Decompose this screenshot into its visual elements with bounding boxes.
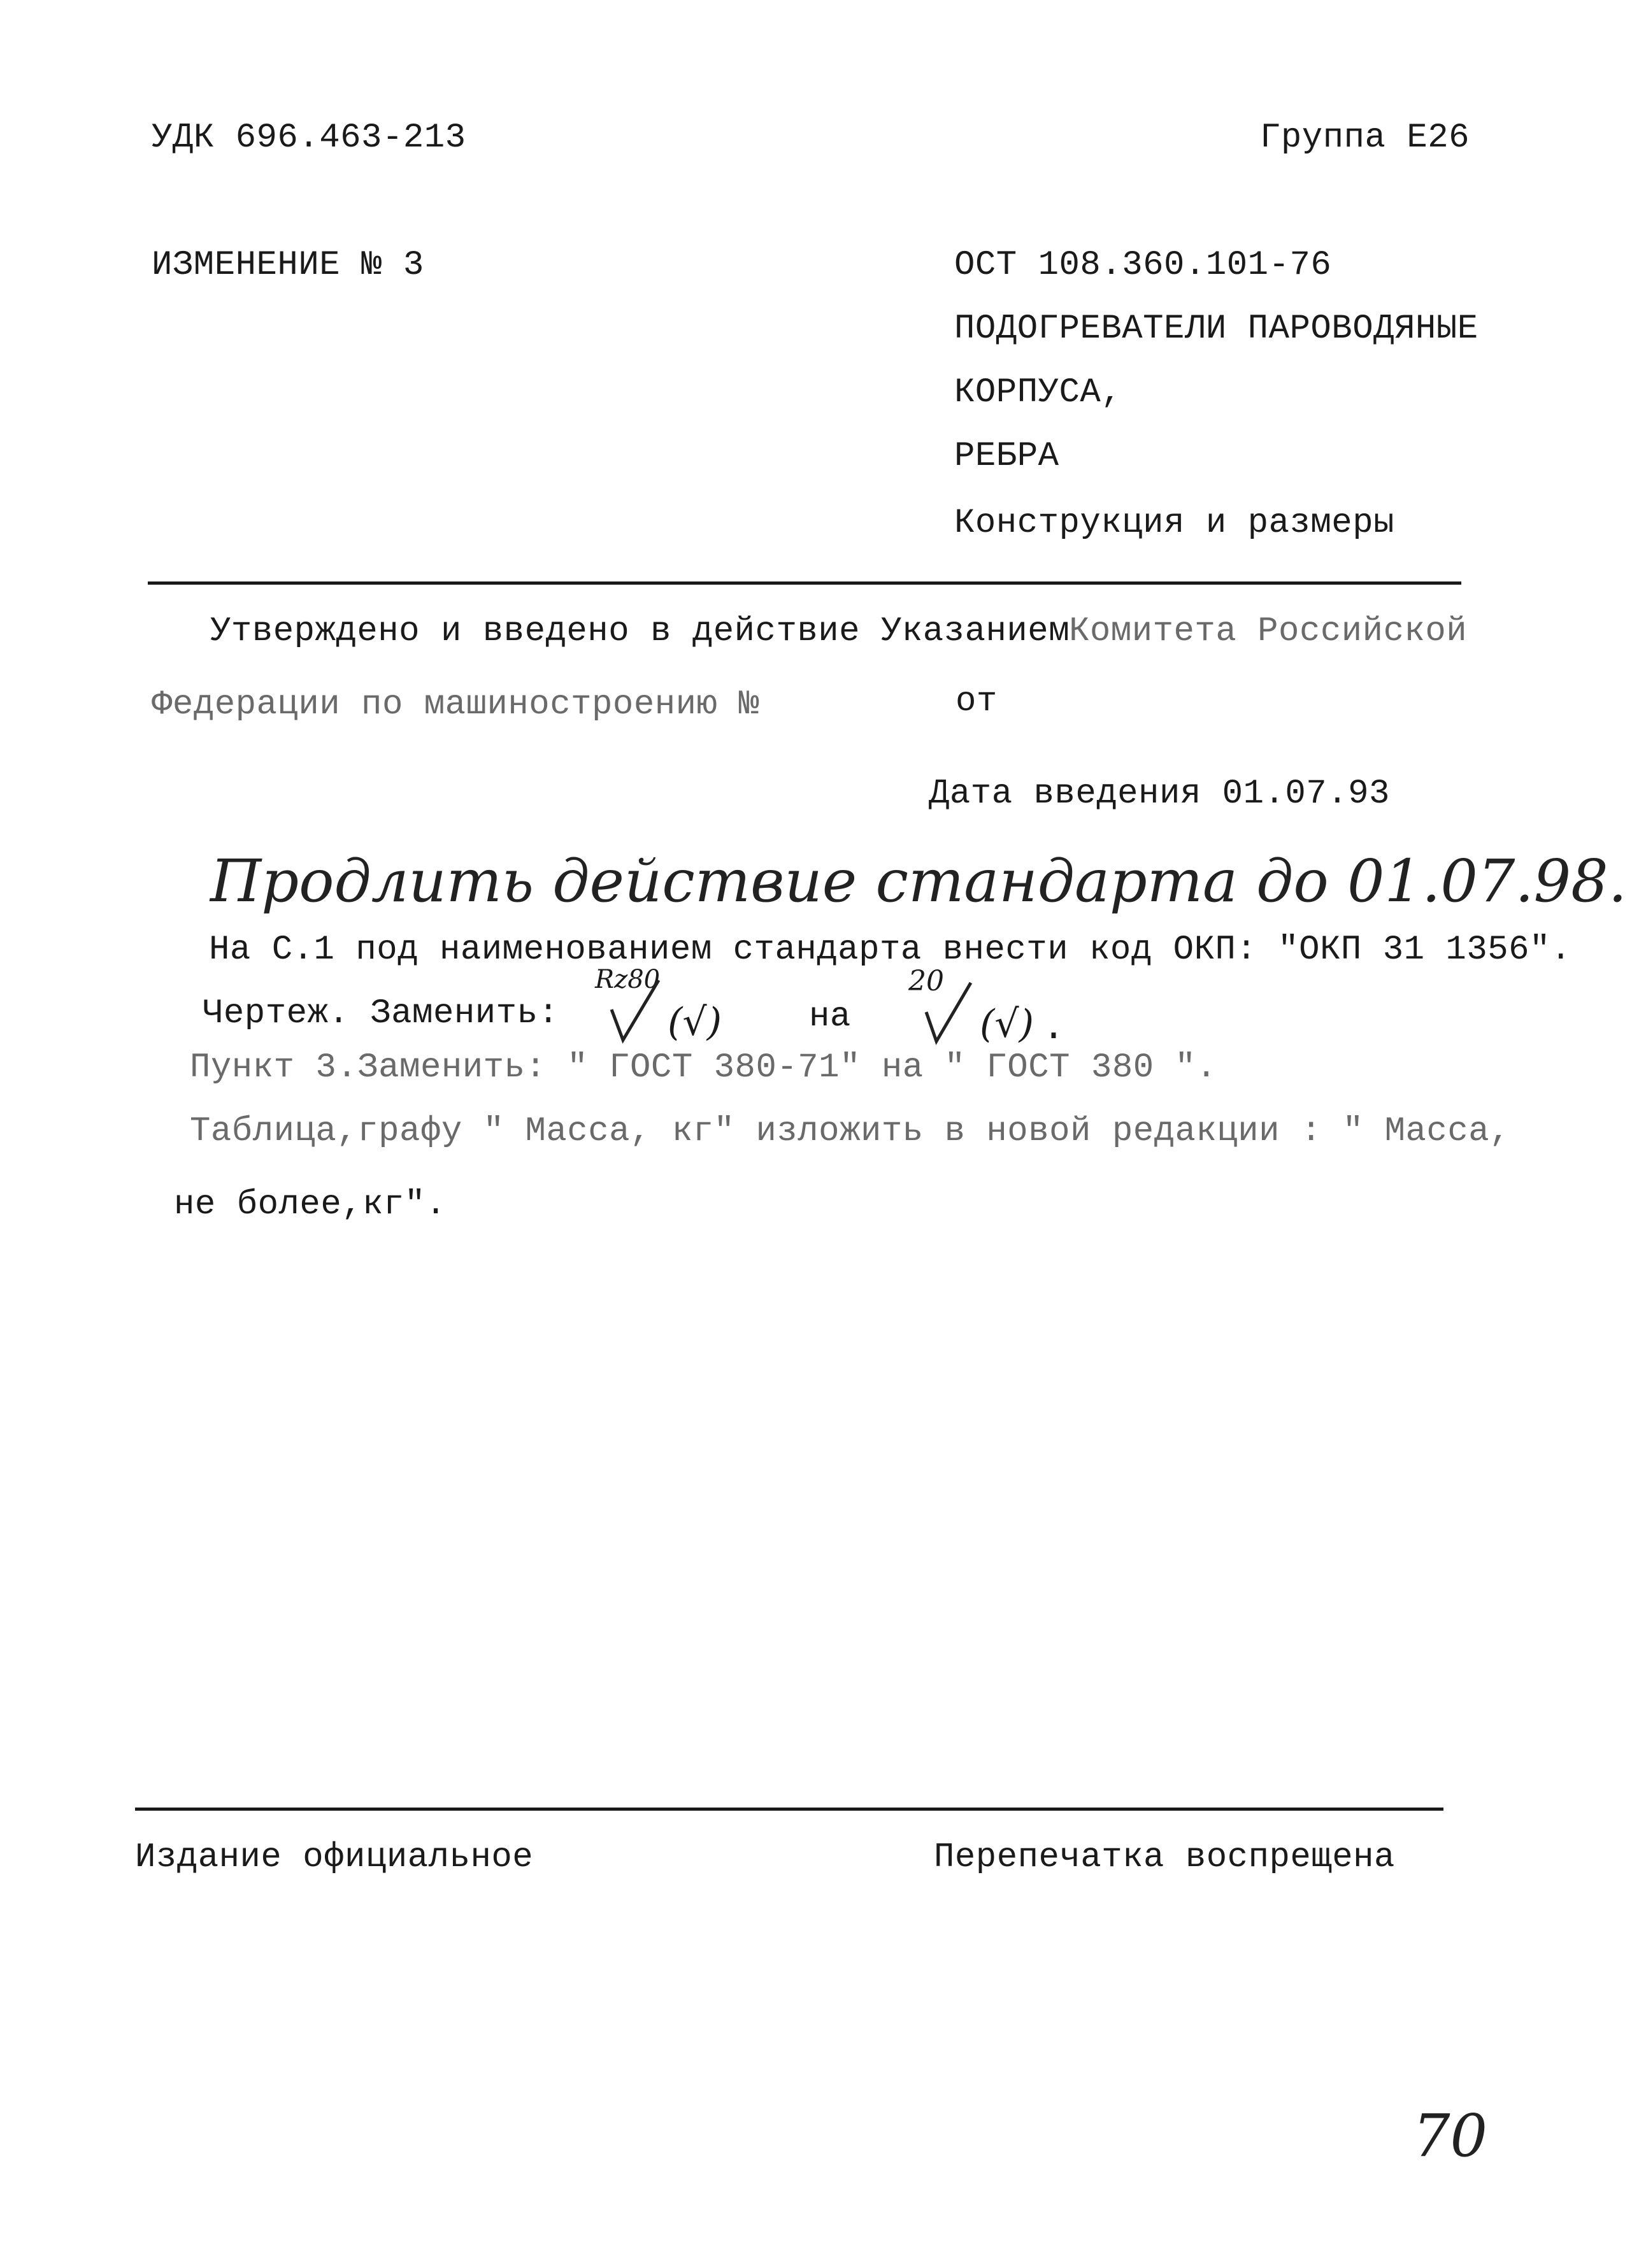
introduction-date: Дата введения 01.07.93 xyxy=(929,774,1390,813)
standard-title-line2: КОРПУСА, xyxy=(954,373,1122,412)
standard-title-line1: ПОДОГРЕВАТЕЛИ ПАРОВОДЯНЫЕ xyxy=(954,310,1478,348)
check-mark-icon xyxy=(592,965,669,1048)
standard-title-line3: РЕБРА xyxy=(954,437,1059,476)
footer-official-edition: Издание официальное xyxy=(135,1838,534,1877)
old-roughness-value: Rz80 xyxy=(595,965,661,994)
old-roughness-mark xyxy=(592,965,758,1048)
standard-code: ОСТ 108.360.101-76 xyxy=(954,246,1332,285)
top-rule xyxy=(148,581,1461,585)
body-line-table: Таблица,графу " Масса, кг" изложить в новой редакции : " Масса, xyxy=(190,1112,1511,1151)
body-line-gost: Пункт 3.Заменить: " ГОСТ 380-71" на " ГОСТ 380 ". xyxy=(190,1048,1217,1087)
body-line-drawing-end: . xyxy=(1042,1007,1066,1050)
footer-reprint-prohibited: Перепечатка воспрещена xyxy=(934,1838,1395,1877)
handwritten-extension-note: Продлить действие стандарта до 01.07.98. xyxy=(210,847,1627,915)
body-line-drawing-start: Чертеж. Заменить: xyxy=(203,994,559,1033)
approval-line1-end: Комитета Российской xyxy=(1069,612,1468,651)
change-number: ИЗМЕНЕНИЕ № 3 xyxy=(152,246,424,285)
standard-subtitle: Конструкция и размеры xyxy=(954,504,1395,543)
approval-line2-end: от xyxy=(956,682,998,721)
approval-line2-start: Федерации по машиностроению № xyxy=(152,685,760,724)
group-code: Группа Е26 xyxy=(1260,118,1470,157)
new-roughness-value: 20 xyxy=(908,965,944,997)
check-mark-icon xyxy=(905,965,981,1048)
body-line-okp: На С.1 под наименованием стандарта внести код ОКП: "ОКП 31 1356". xyxy=(209,931,1571,969)
new-roughness-paren: (√) xyxy=(980,1002,1034,1046)
bottom-rule xyxy=(135,1808,1443,1811)
udk-code: УДК 696.463-213 xyxy=(152,118,466,157)
page-number: 70 xyxy=(1413,2102,1488,2170)
body-line-drawing-mid: на xyxy=(809,997,851,1036)
approval-line1-start: Утверждено и введено в действие Указанием xyxy=(210,612,1070,651)
old-roughness-paren: (√) xyxy=(668,1000,722,1045)
body-line-table-cont: не более,кг". xyxy=(174,1185,447,1224)
